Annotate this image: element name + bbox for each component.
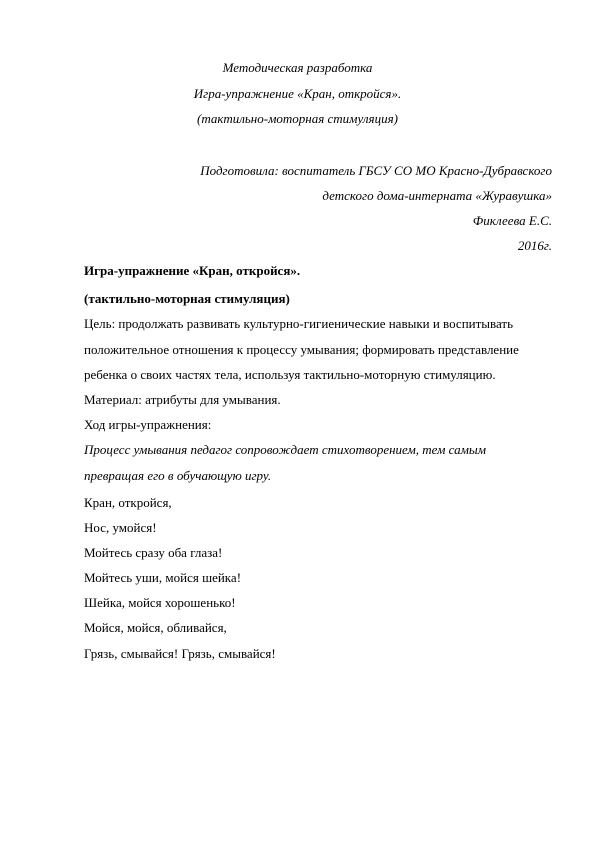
section-heading: Игра-упражнение «Кран, откройся». bbox=[84, 263, 301, 278]
material-line: Материал: атрибуты для умывания. bbox=[84, 392, 281, 407]
poem-line: Кран, откройся, bbox=[84, 495, 172, 510]
poem-line: Мойтесь сразу оба глаза! bbox=[84, 545, 223, 560]
poem-line: Мойтесь уши, мойся шейка! bbox=[84, 570, 242, 585]
author-line-1: Подготовила: воспитатель ГБСУ СО МО Красно-Дубравского bbox=[200, 163, 552, 178]
doc-title-line-1: Методическая разработка bbox=[222, 60, 373, 75]
doc-title-line-2: Игра-упражнение «Кран, откройся». bbox=[193, 86, 402, 101]
doc-title-line-3: (тактильно-моторная стимуляция) bbox=[197, 111, 398, 126]
poem-line: Грязь, смывайся! Грязь, смывайся! bbox=[84, 646, 276, 661]
author-line-2: детского дома-интерната «Журавушка» bbox=[322, 188, 552, 203]
poem-line: Мойся, мойся, обливайся, bbox=[84, 620, 227, 635]
process-line-2: превращая его в обучающую игру. bbox=[84, 468, 272, 483]
goal-line-1: Цель: продолжать развивать культурно-гигиенические навыки и воспитывать bbox=[84, 316, 514, 331]
author-name: Фиклеева Е.С. bbox=[472, 213, 552, 228]
goal-line-2: положительное отношения к процессу умывания; формировать представление bbox=[84, 342, 519, 357]
course-line: Ход игры-упражнения: bbox=[84, 417, 212, 432]
author-year: 2016г. bbox=[517, 238, 552, 253]
poem-line: Нос, умойся! bbox=[84, 520, 157, 535]
process-line-1: Процесс умывания педагог сопровождает стихотворением, тем самым bbox=[84, 442, 486, 457]
goal-line-3: ребенка о своих частях тела, используя тактильно-моторную стимуляцию. bbox=[84, 367, 496, 382]
section-subheading: (тактильно-моторная стимуляция) bbox=[84, 291, 290, 306]
poem-line: Шейка, мойся хорошенько! bbox=[84, 595, 236, 610]
